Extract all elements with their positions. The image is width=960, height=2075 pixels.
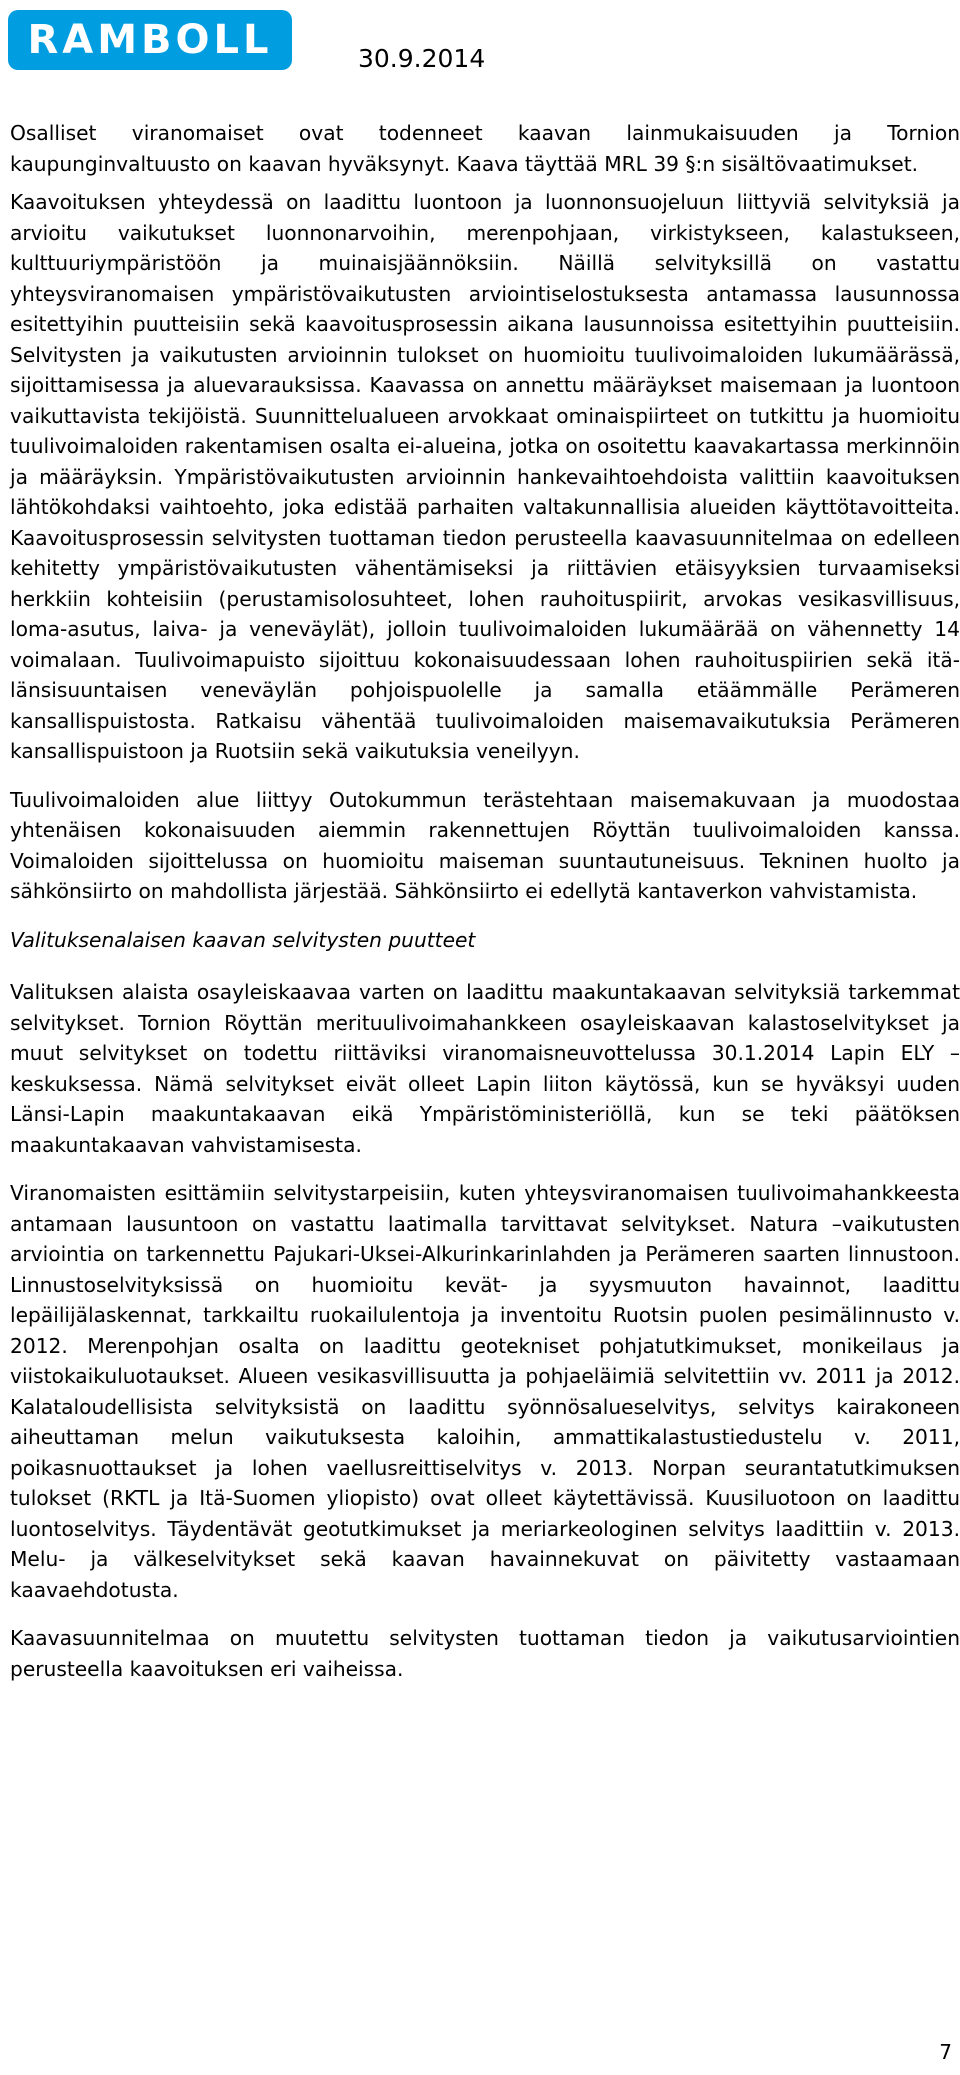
section-subheading: Valituksenalaisen kaavan selvitysten puutteet xyxy=(10,927,476,952)
paragraph: Osalliset viranomaiset ovat todenneet kaavan lainmukaisuuden ja Tornion kaupunginvaltuusto on kaavan hyväksynyt. Kaava täyttää MRL 39 §:n sisältövaatimukset. xyxy=(10,121,960,176)
page-number: 7 xyxy=(939,2040,952,2064)
document-date: 30.9.2014 xyxy=(358,44,486,73)
ramboll-logo xyxy=(8,10,292,70)
paragraph: Kaavoituksen yhteydessä on laadittu luontoon ja luonnonsuojeluun liittyviä selvityksiä ja arvioitu vaikutukset luonnonarvoihin, merenpohjaan, virkistykseen, kalastukseen, kulttuuriympäristöön ja muinaisjäännöksiin. Näillä selvityksillä on vastattu yhteysviranomaisen ympäristövaikutusten arviointiselostuksesta antamassa lausunnossa esitettyihin puutteisiin sekä kaavoitusprosessin aikana lausunnoissa esitettyihin puutteisiin. Selvitysten ja vaikutusten arvioinnin tulokset on huomioitu tuulivoimaloiden lukumäärässä, sijoittamisessa ja aluevarauksissa. Kaavassa on annettu määräykset maisemaan ja luontoon vaikuttavista tekijöistä. Suunnittelualueen arvokkaat ominaispiirteet on tutkittu ja huomioitu tuulivoimaloiden rakentamisen osalta ei-alueina, jotka on osoitettu kaavakartassa merkinnöin ja määräyksin. Ympäristövaikutusten arvioinnin hankevaihtoehdoista valittiin kaavoituksen lähtökohdaksi vaihtoehto, joka edistää parhaiten valtakunnallisia alueiden käyttötavoitteita. Kaavoitusprosessin selvitysten tuottaman tiedon perusteella kaavasuunnitelmaa on edelleen kehitetty ympäristövaikutusten vähentämiseksi ja riittävien etäisyyksien turvaamiseksi herkkiin kohteisiin (perustamisolosuhteet, lohen rauhoituspiirit, arvokas vesikasvillisuus, loma-asutus, laiva- ja veneväylät), jolloin tuulivoimaloiden lukumäärää on vähennetty 14 voimalaan. Tuulivoimapuisto sijoittuu kokonaisuudessaan lohen rauhoituspiirien sekä itä-länsisuuntaisen veneväylän pohjoispuolelle ja samalla etäämmälle Perämeren kansallispuistosta. Ratkaisu vähentää tuulivoimaloiden maisemavaikutuksia Perämeren kansallispuistoon ja Ruotsiin sekä vaikutuksia veneilyyn. xyxy=(10,190,960,763)
paragraph: Kaavasuunnitelmaa on muutettu selvitysten tuottaman tiedon ja vaikutusarviointien perusteella kaavoituksen eri vaiheissa. xyxy=(10,1626,960,1681)
paragraph: Valituksen alaista osayleiskaavaa varten on laadittu maakuntakaavan selvityksiä tarkemmat selvitykset. Tornion Röyttän merituulivoimahankkeen osayleiskaavan kalastoselvitykset ja muut selvitykset on todettu riittäviksi viranomaisneuvottelussa 30.1.2014 Lapin ELY –keskuksessa. Nämä selvitykset eivät olleet Lapin liiton käytössä, kun se hyväksyi uuden Länsi-Lapin maakuntakaavan eikä Ympäristöministeriöllä, kun se teki päätöksen maakuntakaavan vahvistamisesta. xyxy=(10,980,960,1157)
paragraph: Tuulivoimaloiden alue liittyy Outokummun terästehtaan maisemakuvaan ja muodostaa yhtenäisen kokonaisuuden aiemmin rakennettujen Röyttän tuulivoimaloiden kanssa. Voimaloiden sijoittelussa on huomioitu maiseman suuntautuneisuus. Tekninen huolto ja sähkönsiirto on mahdollista järjestää. Sähkönsiirto ei edellytä kantaverkon vahvistamista. xyxy=(10,787,960,903)
document-body xyxy=(10,118,960,1702)
logo-text: RAMBOLL xyxy=(27,17,273,63)
paragraph: Viranomaisten esittämiin selvitystarpeisiin, kuten yhteysviranomaisen tuulivoimahankkeesta antamaan lausuntoon on vastattu laatimalla tarvittavat selvitykset. Natura –vaikutusten arviointia on tarkennettu Pajukari-Uksei-Alkurinkarinlahden ja Perämeren saarten linnustoon. Linnustoselvityksissä on huomioitu kevät- ja syysmuuton havainnot, laadittu lepäilijälaskennat, tarkkailtu ruokailulentoja ja inventoitu Ruotsin puolen pesimälinnusto v. 2012. Merenpohjan osalta on laadittu geotekniset pohjatutkimukset, monikeilaus ja viistokaikuluotaukset. Alueen vesikasvillisuutta ja pohjaeläimiä selvitettiin vv. 2011 ja 2012. Kalataloudellisista selvityksistä on laadittu syönnösalueselvitys, selvitys kairakoneen aiheuttaman melun vaikutuksesta kaloihin, ammattikalastustiedustelu v. 2011, poikasnuottaukset ja lohen vaellusreittiselvitys v. 2013. Norpan seurantatutkimuksen tulokset (RKTL ja Itä-Suomen yliopisto) ovat olleet käytettävissä. Kuusiluotoon on laadittu luontoselvitys. Täydentävät geotutkimukset ja meriarkeologinen selvitys laadittiin v. 2013. Melu- ja välkeselvitykset sekä kaavan havainnekuvat on päivitetty vastaamaan kaavaehdotusta. xyxy=(10,1181,960,1602)
